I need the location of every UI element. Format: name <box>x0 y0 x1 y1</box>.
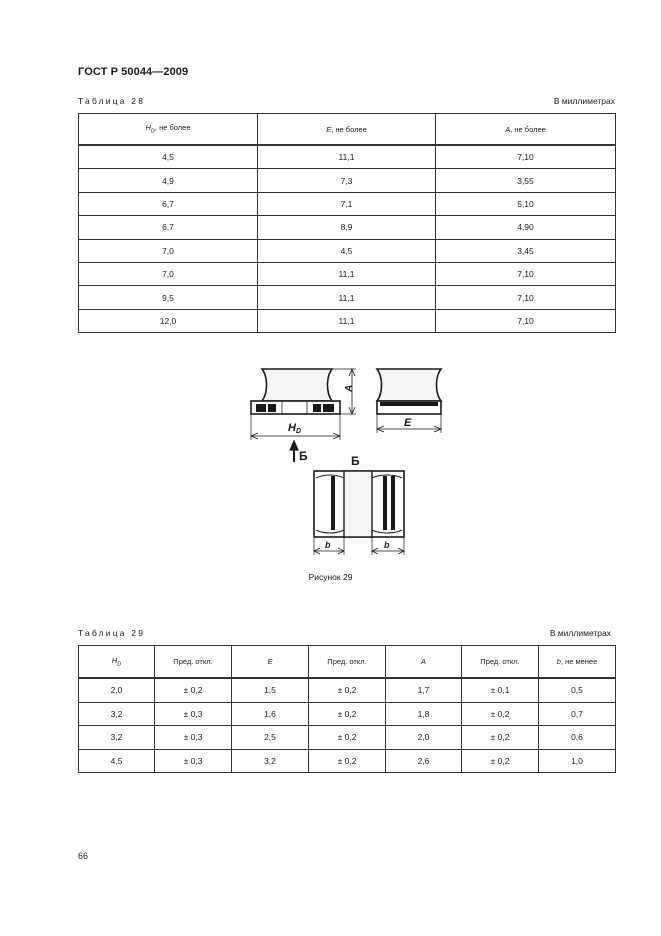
table-cell: 2,0 <box>386 726 462 750</box>
table-cell: 5,10 <box>436 192 616 215</box>
table-cell: 1,6 <box>232 702 309 726</box>
table-cell: 6,7 <box>79 216 258 239</box>
table-cell: 1,0 <box>539 749 616 773</box>
table-cell: 12,0 <box>79 309 258 332</box>
table-cell: ± 0,2 <box>462 726 539 750</box>
table-cell: ± 0,2 <box>309 749 386 773</box>
table-cell: ± 0,2 <box>462 702 539 726</box>
table-cell: 2,5 <box>232 726 309 750</box>
table-28-header-e: E, не более <box>258 114 436 146</box>
table-cell: 11,1 <box>258 262 436 285</box>
table-29-units: В миллиметрах <box>549 628 611 638</box>
table-cell: 7,0 <box>79 239 258 262</box>
dim-label-a: A <box>344 384 355 392</box>
table-cell: ± 0,3 <box>155 702 232 726</box>
table-cell: 7,10 <box>436 309 616 332</box>
view-b-center-body <box>344 471 372 537</box>
table-28-header-a: A, не более <box>436 114 616 146</box>
table-29-header-a: A <box>386 646 462 679</box>
table-29-header-e: E <box>232 646 309 679</box>
dim-label-e: E <box>404 417 412 429</box>
page-number: 66 <box>78 851 89 861</box>
table-29-header-b: b, не менее <box>539 646 616 679</box>
table-28-caption: Таблица 28 <box>78 96 146 106</box>
table-cell: ± 0,3 <box>155 749 232 773</box>
table-row <box>79 678 616 702</box>
table-cell: ± 0,2 <box>462 749 539 773</box>
table-cell: ± 0,2 <box>309 678 386 702</box>
table-29-header-tol-e: Пред. откл. <box>309 646 386 679</box>
table-cell: ± 0,2 <box>155 678 232 702</box>
table-29 <box>78 645 616 773</box>
table-28-header-hd: $H_D$, не более <box>79 114 258 146</box>
table-cell: 0,6 <box>539 726 616 750</box>
table-cell: 3,55 <box>436 169 616 192</box>
table-cell: 4,5 <box>258 239 436 262</box>
table-cell: 3,2 <box>79 702 155 726</box>
document-title: ГОСТ Р 50044—2009 <box>78 66 189 78</box>
table-cell: ± 0,1 <box>462 678 539 702</box>
dim-label-hd: HD <box>288 422 302 435</box>
table-cell: 7,10 <box>436 262 616 285</box>
table-row <box>79 726 616 750</box>
table-cell: 2,0 <box>79 678 155 702</box>
table-29-header-hd: $H_D$ <box>79 646 155 679</box>
table-cell: 7,1 <box>258 192 436 215</box>
table-cell: 2,6 <box>386 749 462 773</box>
figure-29-caption: Рисунок 29 <box>308 572 353 582</box>
table-cell: ± 0,2 <box>309 702 386 726</box>
table-cell: 1,5 <box>232 678 309 702</box>
table-cell: 8,9 <box>258 216 436 239</box>
table-cell: 11,1 <box>258 145 436 169</box>
table-cell: 9,5 <box>79 286 258 309</box>
table-cell: ± 0,2 <box>309 726 386 750</box>
table-cell: 1,7 <box>386 678 462 702</box>
arrow-label-b: Б <box>299 449 308 463</box>
table-cell: ± 0,3 <box>155 726 232 750</box>
table-29-header-tol-hd: Пред. откл. <box>155 646 232 679</box>
view-label-b: Б <box>351 454 360 468</box>
table-cell: 0,5 <box>539 678 616 702</box>
table-cell: 3,2 <box>79 726 155 750</box>
dim-label-b-left: b <box>325 540 331 550</box>
table-cell: 7,10 <box>436 145 616 169</box>
table-row <box>79 702 616 726</box>
table-cell: 0,7 <box>539 702 616 726</box>
table-cell: 7,10 <box>436 286 616 309</box>
table-cell: 7,0 <box>79 262 258 285</box>
table-cell: 7,3 <box>258 169 436 192</box>
table-cell: 1,8 <box>386 702 462 726</box>
table-29-caption: Таблица 29 <box>78 628 146 638</box>
table-cell: 11,1 <box>258 286 436 309</box>
table-28-units: В миллиметрах <box>553 96 615 106</box>
table-29-header-tol-a: Пред. откл. <box>462 646 539 679</box>
table-row <box>79 749 616 773</box>
table-cell: 4,5 <box>79 749 155 773</box>
table-cell: 4,9 <box>79 169 258 192</box>
table-cell: 4,90 <box>436 216 616 239</box>
table-cell: 3,45 <box>436 239 616 262</box>
table-cell: 6,7 <box>79 192 258 215</box>
table-cell: 3,2 <box>232 749 309 773</box>
side-view-body <box>377 369 441 401</box>
table-cell: 11,1 <box>258 309 436 332</box>
table-cell: 4,5 <box>79 145 258 169</box>
dim-label-b-right: b <box>384 540 390 550</box>
front-view-body <box>262 369 332 401</box>
